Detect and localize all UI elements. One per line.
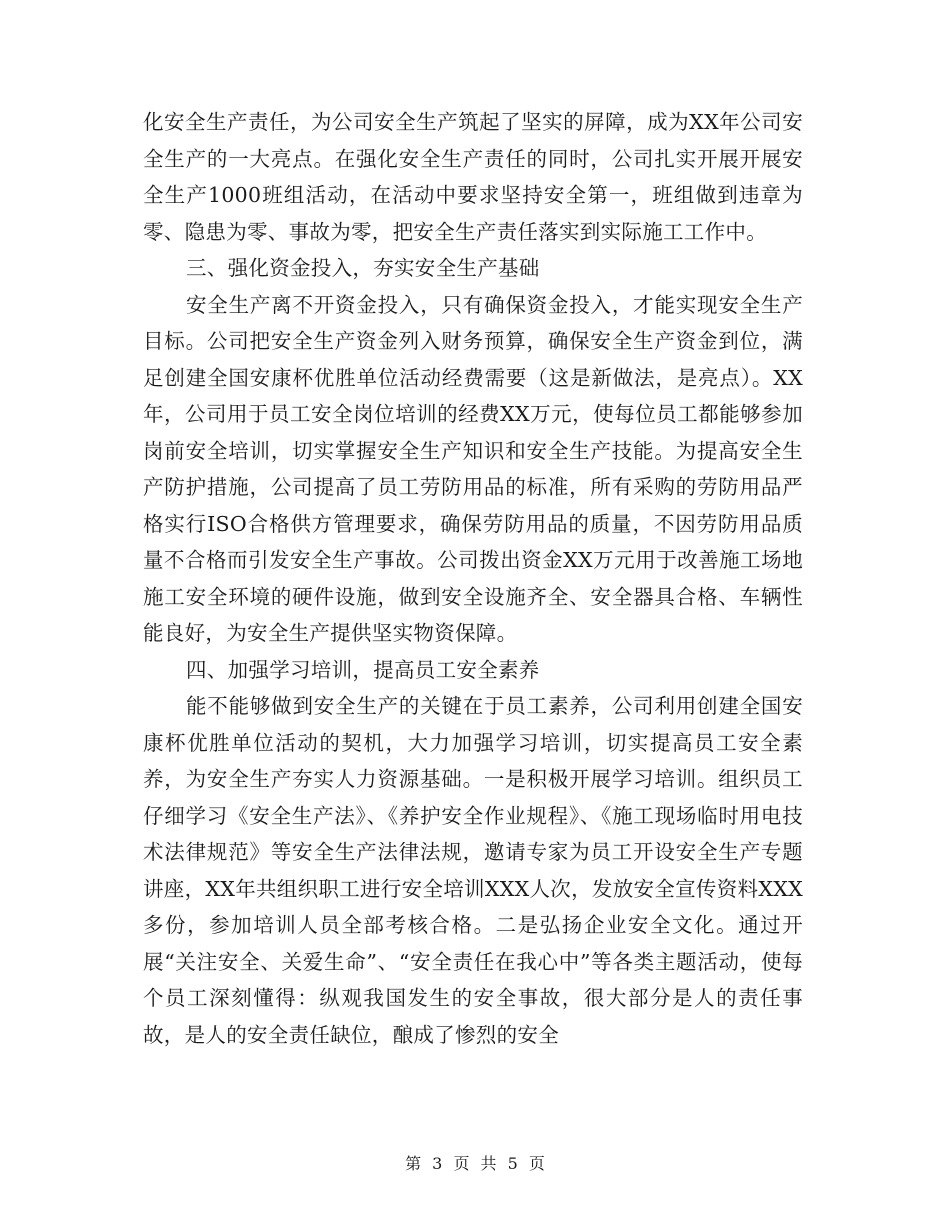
section-heading-4: 四、加强学习培训，提高员工安全素养 [186, 657, 540, 682]
paragraph-continuation: 化安全生产责任，为公司安全生产筑起了坚实的屏障，成为XX年公司安全生产的一大亮点。在强化安全生产责任的同时，公司扎实开展开展安全生产1000班组活动，在活动中要求坚持安全第一，班组做到违章为零、隐患为零、事故为零，把安全生产责任落实到实际施工工作中。 [143, 110, 803, 244]
page-number-footer: 第 3 页 共 5 页 [405, 1154, 545, 1173]
paragraph-funding: 安全生产离不开资金投入，只有确保资金投入，才能实现安全生产目标。公司把安全生产资金列入财务预算，确保安全生产资金到位，满足创建全国安康杯优胜单位活动经费需要（这是新做法，是亮点）。XX年，公司用于员工安全岗位培训的经费XX万元，使每位员工都能够参加岗前安全培训，切实掌握安全生产知识和安全生产技能。为提高安全生产防护措施，公司提高了员工劳防用品的标准，所有采购的劳防用品严格实行ISO合格供方管理要求，确保劳防用品的质量，不因劳防用品质量不合格而引发安全生产事故。公司拨出资金XX万元用于改善施工场地施工安全环境的硬件设施，做到安全设施齐全、安全器具合格、车辆性能良好，为安全生产提供坚实物资保障。 [143, 292, 803, 645]
paragraph-training: 能不能够做到安全生产的关键在于员工素养，公司利用创建全国安康杯优胜单位活动的契机，大力加强学习培训，切实提高员工安全素养，为安全生产夯实人力资源基础。一是积极开展学习培训。组织员工仔细学习《安全生产法》、《养护安全作业规程》、《施工现场临时用电技术法律规范》等安全生产法律法规，邀请专家为员工开设安全生产专题讲座，XX年共组织职工进行安全培训XXX人次，发放安全宣传资料XXX多份，参加培训人员全部考核合格。二是弘扬企业安全文化。通过开展“关注安全、关爱生命”、“安全责任在我心中”等各类主题活动，使每个员工深刻懂得：纵观我国发生的安全事故，很大部分是人的责任事故，是人的安全责任缺位，酿成了惨烈的安全 [143, 694, 803, 1047]
section-heading-3: 三、强化资金投入，夯实安全生产基础 [186, 256, 540, 280]
document-body [143, 104, 803, 1053]
